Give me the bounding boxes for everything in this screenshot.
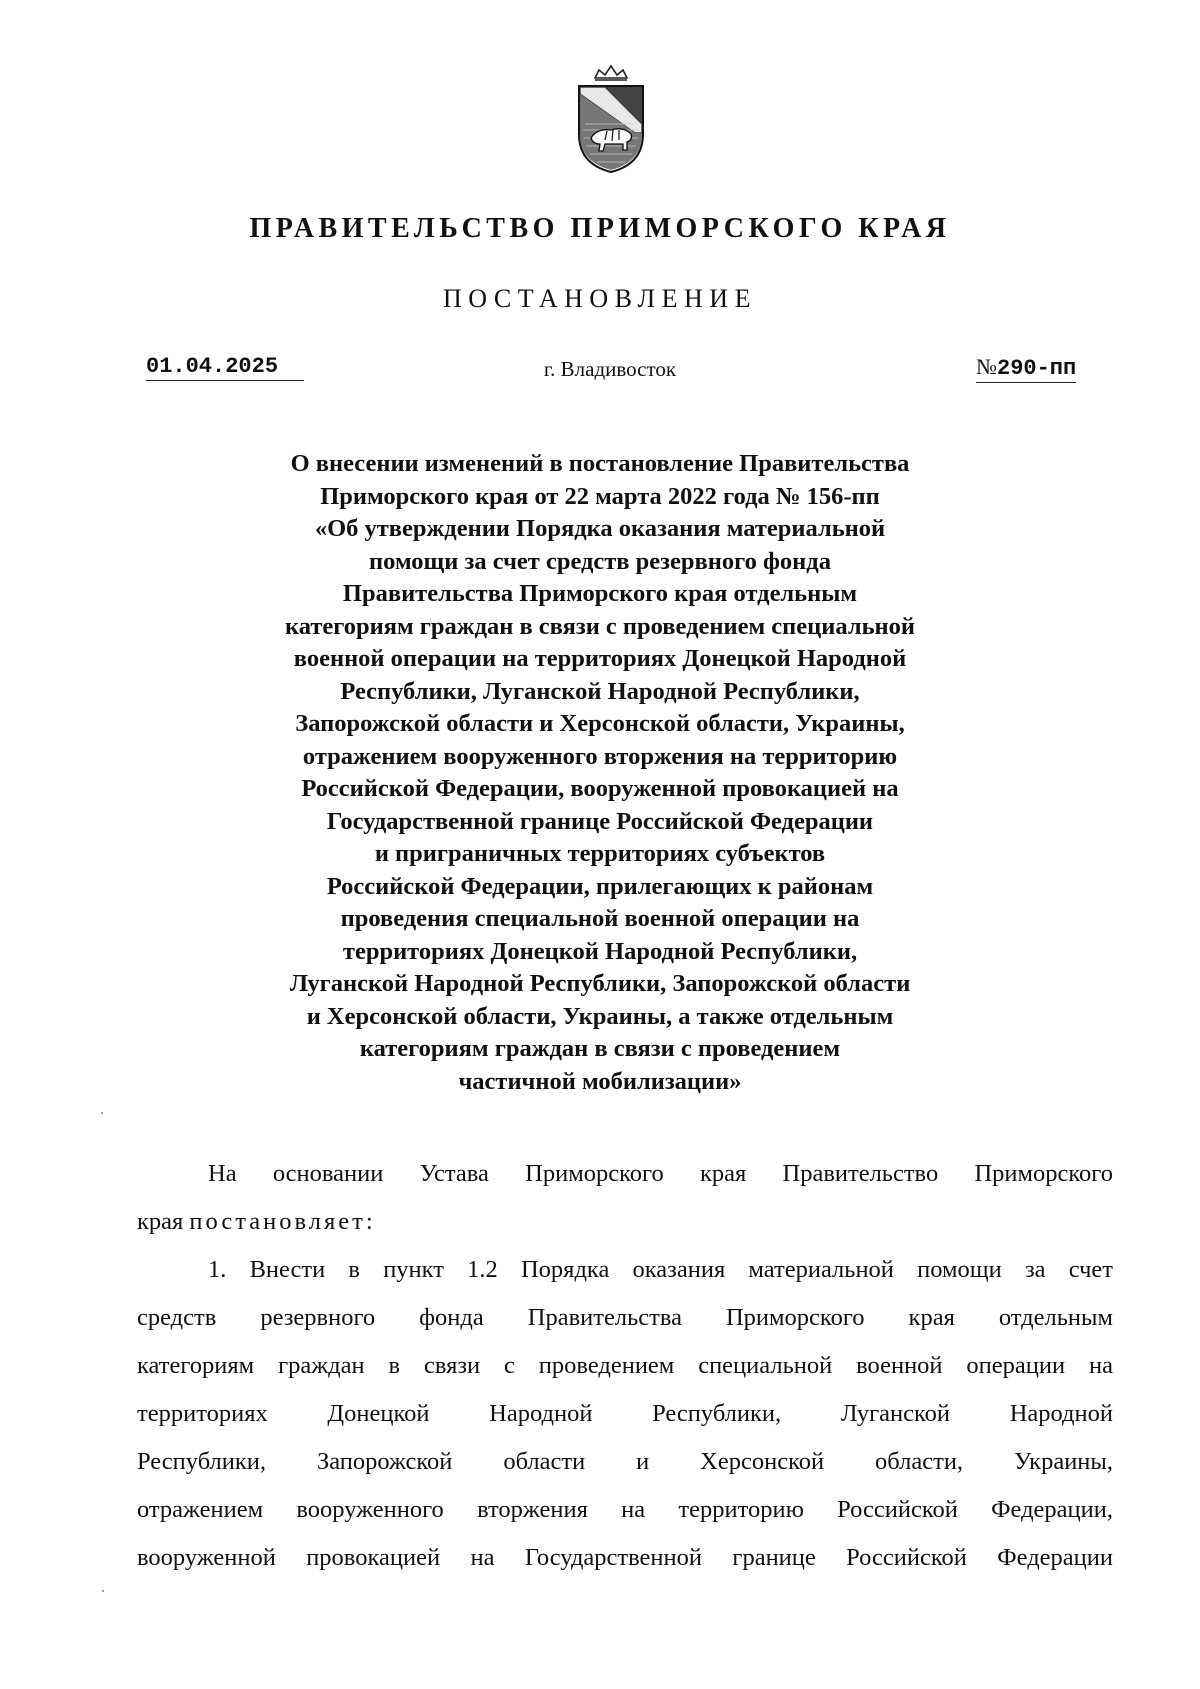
item-line: Республики, Запорожской области и Херсонской области, Украины, — [137, 1448, 1113, 1475]
heading-line: отражением вооруженного вторжения на территорию — [302, 742, 898, 770]
document-type: ПОСТАНОВЛЕНИЕ — [443, 284, 757, 313]
preamble-prefix: края — [137, 1208, 190, 1235]
heading-line: Правительства Приморского края отдельным — [342, 580, 858, 607]
scan-speck — [102, 1590, 104, 1592]
heading-line: территориях Донецкой Народной Республики, — [342, 937, 858, 965]
preamble-line: На основании Устава Приморского края Правительство Приморского — [208, 1160, 1113, 1187]
coat-of-arms-emblem — [575, 64, 647, 176]
document-city: г. Владивосток — [543, 357, 677, 381]
organization-title: ПРАВИТЕЛЬСТВО ПРИМОРСКОГО КРАЯ — [249, 213, 951, 244]
number-value: 290-пп — [997, 356, 1077, 381]
scan-speck — [101, 1112, 103, 1114]
document-date: 01.04.2025 — [146, 354, 304, 381]
heading-line: Российской Федерации, вооруженной провокацией на — [301, 775, 899, 802]
document-heading — [150, 448, 1050, 1098]
item-line: средств резервного фонда Правительства Приморского края отдельным — [137, 1304, 1113, 1331]
heading-line: Приморского края от 22 марта 2022 года № 156-пп — [320, 482, 880, 510]
heading-line: «Об утверждении Порядка оказания материальной — [314, 515, 886, 542]
preamble-line — [137, 1210, 1113, 1258]
heading-line: Российской Федерации, прилегающих к районам — [326, 872, 874, 900]
heading-line: частичной мобилизации» — [458, 1067, 742, 1095]
item-line: вооруженной провокацией на Государственной границе Российской Федерации — [137, 1544, 1113, 1571]
heading-line: военной операции на территориях Донецкой Народной — [293, 645, 907, 672]
heading-line: Запорожской области и Херсонской области, Украины, — [295, 710, 905, 737]
heading-line: и приграничных территориях субъектов — [374, 840, 826, 867]
item-line: территориях Донецкой Народной Республики, Луганской Народной — [137, 1400, 1113, 1427]
number-sign: № — [976, 354, 997, 379]
item-line: категориям граждан в связи с проведением специальной военной операции на — [137, 1352, 1113, 1379]
heading-line: Луганской Народной Республики, Запорожской области — [289, 970, 911, 997]
heading-line: Республики, Луганской Народной Республики, — [340, 677, 860, 705]
decree-word: постановляет: — [189, 1208, 376, 1235]
heading-line: проведения специальной военной операции на — [340, 905, 860, 932]
heading-line: категориям граждан в связи с проведением — [359, 1035, 841, 1062]
heading-line: категориям граждан в связи с проведением специальной — [284, 612, 916, 640]
heading-line: О внесении изменений в постановление Правительства — [290, 450, 910, 477]
document-body — [137, 1162, 1113, 1594]
heading-line: и Херсонской области, Украины, а также отдельным — [306, 1002, 894, 1030]
heading-line: Государственной границе Российской Федерации — [326, 807, 874, 835]
item-line: отражением вооруженного вторжения на территорию Российской Федерации, — [137, 1496, 1113, 1523]
document-number — [976, 354, 1076, 383]
heading-line: помощи за счет средств резервного фонда — [369, 547, 831, 575]
item-line: 1. Внести в пункт 1.2 Порядка оказания материальной помощи за счет — [208, 1256, 1113, 1283]
